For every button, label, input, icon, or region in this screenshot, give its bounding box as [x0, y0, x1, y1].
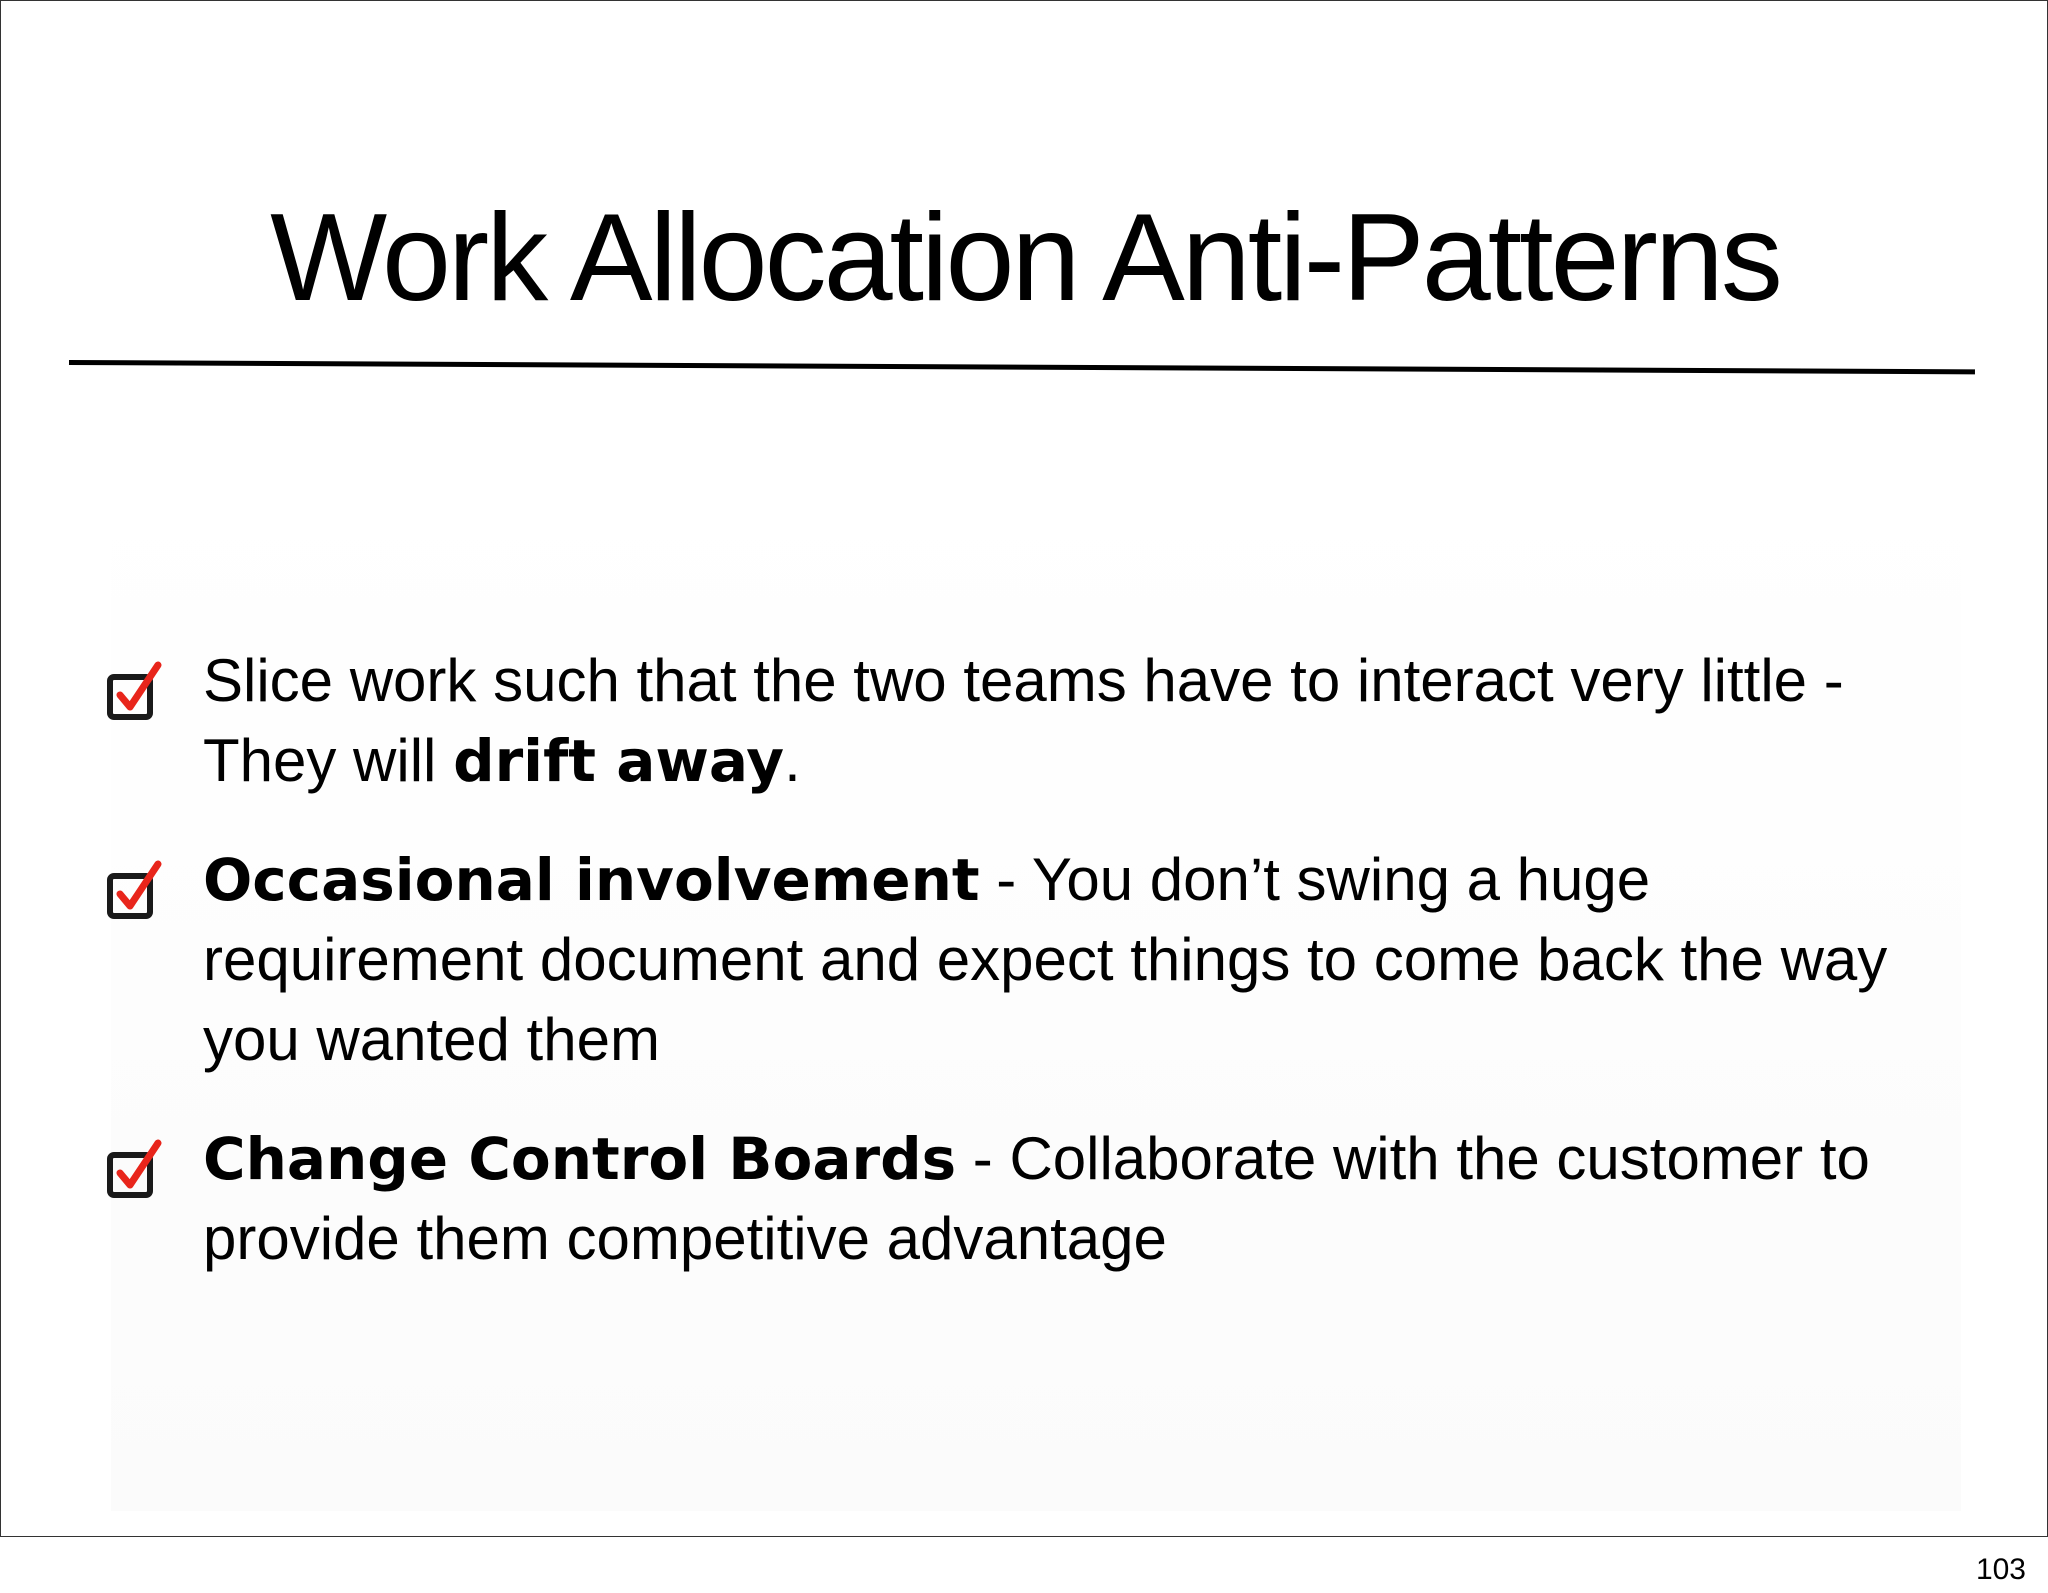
bullet-emphasis: Occasional involvement	[203, 846, 980, 914]
bullet-item	[101, 1119, 1981, 1279]
bullet-emphasis: Change Control Boards	[203, 1125, 957, 1193]
bullet-item	[101, 641, 1981, 801]
checkbox-checked-icon	[106, 860, 170, 924]
bullet-emphasis: drift away	[453, 727, 785, 795]
bullet-text-tail: .	[784, 727, 801, 794]
checkbox-checked-icon	[106, 1139, 170, 1203]
title-underline	[69, 360, 1975, 374]
page-number: 103	[1975, 1553, 2026, 1586]
bullet-text-tail: - Collaborate with the customer to provide them competitive advantage	[203, 1125, 1870, 1272]
bullet-text: Slice work such that the two teams have to interact very little - They will	[203, 647, 1844, 794]
checkbox-checked-icon	[106, 661, 170, 725]
bullet-text-tail: - You don’t swing a huge requirement document and expect things to come back the way you wanted them	[203, 846, 1888, 1073]
slide-title: Work Allocation Anti-Patterns	[270, 189, 1780, 327]
bullet-item	[101, 840, 1981, 1080]
bullet-list	[101, 641, 1981, 1318]
